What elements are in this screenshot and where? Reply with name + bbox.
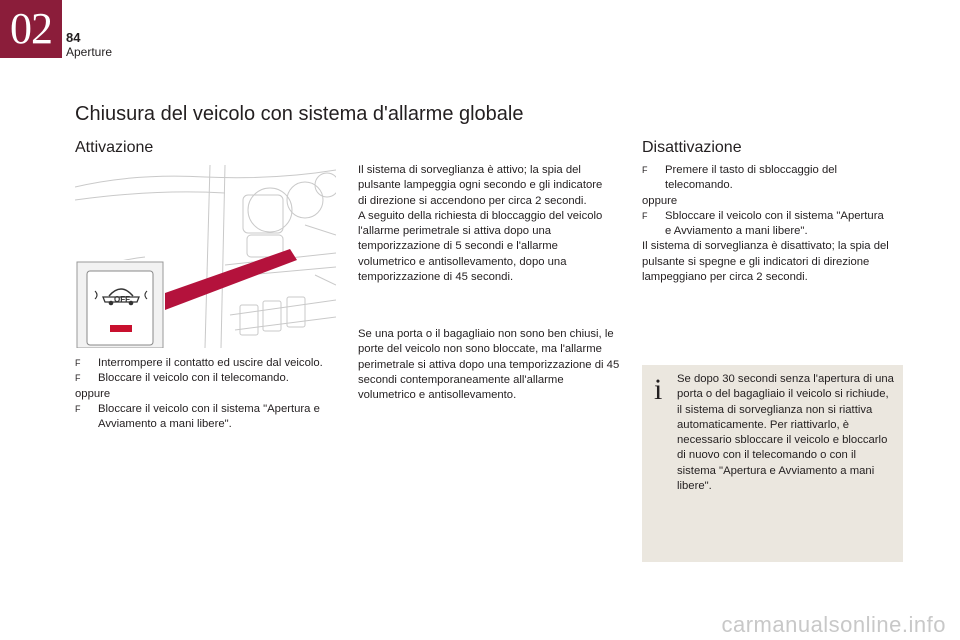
deactivation-heading: Disattivazione xyxy=(642,139,742,156)
list-item xyxy=(75,371,343,386)
paragraph: A seguito della richiesta di bloccaggio del veicolo l'allarme perimetrale si attiva dopo una temporizzazione di 5 secondi e l'allarme volumetrico e antisollevamento, dopo una temporizzazione di 45 secondi. xyxy=(358,209,603,284)
watermark: carmanualsonline.info xyxy=(721,612,946,637)
step-text: Bloccare il veicolo con il telecomando. xyxy=(98,372,289,385)
chapter-tab xyxy=(0,0,62,58)
step-text: Interrompere il contatto ed uscire dal veicolo. xyxy=(98,357,323,369)
list-item xyxy=(642,163,892,194)
bullet-mark: F xyxy=(75,373,81,384)
step-text: Sbloccare il veicolo con il sistema "Apertura e Avviamento a mani libere". xyxy=(665,209,884,238)
list-item xyxy=(642,209,892,240)
or-label: oppure xyxy=(642,194,678,207)
alarm-button-illustration xyxy=(75,165,336,348)
deactivation-steps xyxy=(642,163,892,285)
page-title: Chiusura del veicolo con sistema d'allarme globale xyxy=(75,103,524,125)
step-text: Premere il tasto di sbloccaggio del telecomando. xyxy=(665,164,838,192)
list-item xyxy=(75,356,343,371)
info-text xyxy=(677,372,895,494)
paragraph: Il sistema di sorveglianza è attivo; la spia del pulsante lampeggia ogni secondo e gli indicatore di direzione si accendono per circa 2 secondi. xyxy=(358,164,603,207)
page-number: 84 xyxy=(66,30,81,45)
bullet-mark: F xyxy=(75,403,81,414)
info-icon: i xyxy=(654,373,663,406)
dashboard-drawing xyxy=(75,165,336,348)
alarm-led xyxy=(110,325,132,332)
list-item xyxy=(75,402,343,433)
bullet-mark: F xyxy=(642,210,648,221)
bullet-mark: F xyxy=(75,358,81,368)
paragraph: Se una porta o il bagagliaio non sono ben chiusi, le porte del veicolo non sono bloccate, ma l'allarme perimetrale si attiva dopo una temporizzazione di 45 secondi contemporaneamente all'allarme volumetrico e antisollevamento. xyxy=(358,328,620,402)
paragraph: Il sistema di sorveglianza è disattivato; la spia del pulsante si spegne e gli indicatori di direzione lampeggiano per circa 2 secondi. xyxy=(642,240,889,284)
bullet-mark: F xyxy=(642,165,648,175)
step-text: Bloccare il veicolo con il sistema "Apertura e Avviamento a mani libere". xyxy=(98,402,320,431)
paragraph: Se dopo 30 secondi senza l'apertura di una porta o del bagagliaio il veicolo si richiude, il sistema di sorveglianza non si riattiva automaticamente. Per riattivarlo, è necessario sbloccare il veicolo e bloccarlo di nuovo con il telecomando o con il sistema "Apertura e Avviamento a mani libere". xyxy=(677,373,894,493)
section-name: Aperture xyxy=(66,45,113,59)
off-label: OFF xyxy=(114,295,130,304)
or-label: oppure xyxy=(75,387,111,400)
activation-steps xyxy=(75,356,343,432)
activation-description xyxy=(358,163,614,285)
door-open-note xyxy=(358,327,620,403)
chapter-number: 02 xyxy=(10,4,52,53)
activation-heading: Attivazione xyxy=(75,139,154,156)
